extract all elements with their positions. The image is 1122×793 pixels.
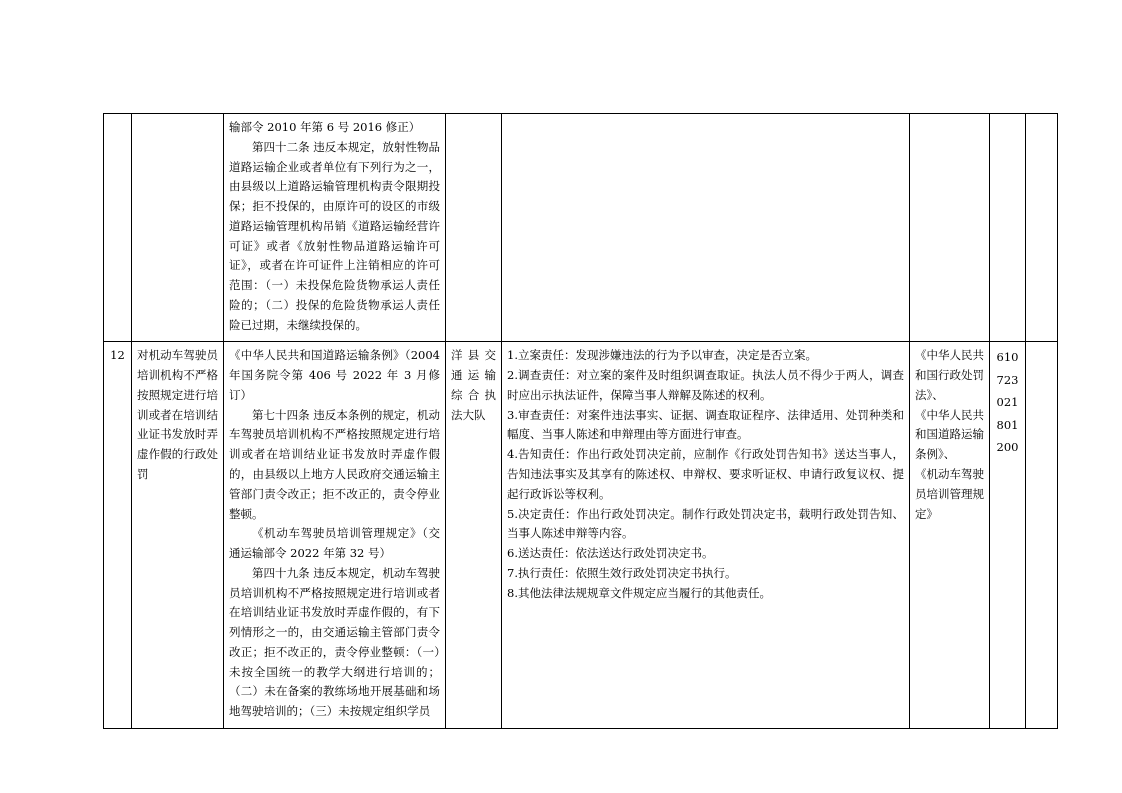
legal-basis-line: 第四十二条 违反本规定，放射性物品道路运输企业或者单位有下列行为之一，由县级以上道路运输管理机构责令限期投保；拒不投保的，由原许可的设区的市级道路运输管理机构吊销《道路运输经营许可证》或者《放射性物品道路运输许可证》，或者在许可证件上注销相应的许可范围：（一）未投保危险货物承运人责任险的；（二）投保的危险货物承运人责任险已过期，未继续投保的。 [229,139,440,332]
responsibility-item: 1.立案责任：发现涉嫌违法的行为予以审查，决定是否立案。 [507,348,817,363]
responsibility-item: 5.决定责任：作出行政处罚决定。制作行政处罚决定书，载明行政处罚告知、当事人陈述申辩等内容。 [507,506,904,541]
row-number-cell [104,342,132,729]
code-segment: 723 [996,372,1019,387]
item-name-cell [132,114,224,342]
code-segment: 801 [996,417,1019,432]
responsibility-item: 6.送达责任：依法送达行政处罚决定书。 [507,546,714,561]
code-segment: 200 [996,440,1019,455]
source-item: 《机动车驾驶员培训管理规定》 [915,467,984,521]
legal-basis-article: 第七十四条 违反本条例的规定，机动车驾驶员培训机构不严格按照规定进行培训或者在培训结业证书发放时弄虚作假的，由县级以上地方人民政府交通运输主管部门责令改正；拒不改正的，责令停业整顿。 [229,407,440,521]
responsibility-cell [502,342,910,729]
responsibility-item: 3.审查责任：对案件违法事实、证据、调查取证程序、法律适用、处罚种类和幅度、当事人陈述和申辩理由等方面进行审查。 [507,407,904,442]
source-cell [910,342,990,729]
item-name: 对机动车驾驶员培训机构不严格按照规定进行培训或者在培训结业证书发放时弄虚作假的行政处罚 [137,348,218,482]
table-row [104,342,1058,729]
row-number-cell [104,114,132,342]
responsibility-item: 8.其他法律法规规章文件规定应当履行的其他责任。 [507,585,771,600]
row-number: 12 [110,348,125,363]
legal-basis-line: 输部令 2010 年第 6 号 2016 修正） [229,120,421,134]
code-cell [990,342,1026,729]
code-segment: 610 [996,350,1019,365]
item-name-cell [132,342,224,729]
legal-basis-title: 《中华人民共和国道路运输条例》（2004 年国务院令第 406 号 2022 年 3 月修订） [229,348,440,402]
code-cell [990,114,1026,342]
legal-basis-cell [224,342,446,729]
responsibility-item: 2.调查责任：对立案的案件及时组织调查取证。执法人员不得少于两人，调查时应出示执法证件，保障当事人辩解及陈述的权利。 [507,368,904,402]
organization-name: 洋县交通运输综合执法大队 [451,348,496,422]
regulatory-items-table [103,113,1058,729]
responsibility-item: 4.告知责任：作出行政处罚决定前，应制作《行政处罚告知书》送达当事人，告知违法事实及其享有的陈述权、申辩权、要求听证权、申请行政复议权、提起行政诉讼等权利。 [507,447,904,501]
table-row [104,114,1058,342]
source-item: 《中华人民共和国道路运输条例》、 [915,407,984,462]
remark-cell [1026,342,1058,729]
legal-basis-cell [224,114,446,342]
source-item: 《中华人民共和国行政处罚法》、 [915,348,984,402]
legal-basis-article: 第四十九条 违反本规定，机动车驾驶员培训机构不严格按照规定进行培训或者在培训结业证书发放时弄虚作假的，有下列情形之一的，由交通运输主管部门责令改正；拒不改正的，责令停业整顿：（一）未按全国统一的教学大纲进行培训的；（二）未在备案的教练场地开展基础和场地驾驶培训的；（三）未按规定组织学员 [229,565,440,719]
organization-cell [446,114,502,342]
responsibility-item: 7.执行责任：依照生效行政处罚决定书执行。 [507,565,737,580]
code-segment: 021 [996,395,1019,410]
legal-basis-title: 《机动车驾驶员培训管理规定》（交通运输部令 2022 年第 32 号） [229,526,440,561]
organization-cell [446,342,502,729]
remark-cell [1026,114,1058,342]
source-cell [910,114,990,342]
responsibility-cell [502,114,910,342]
